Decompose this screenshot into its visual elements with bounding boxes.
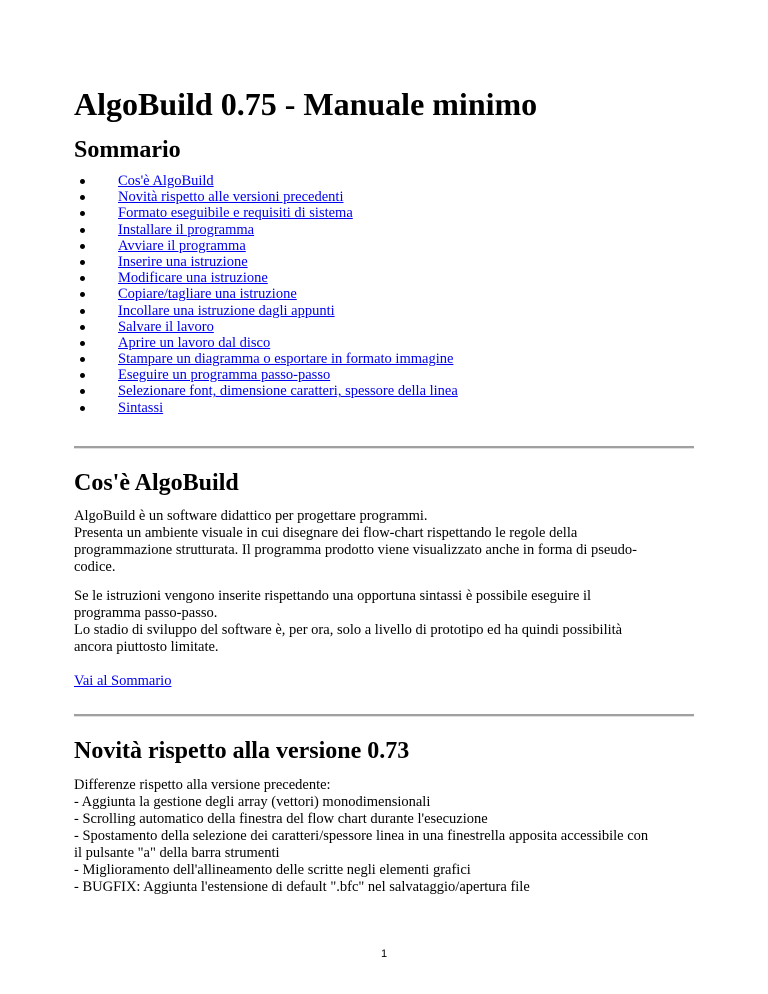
toc-link[interactable]: Inserire una istruzione bbox=[118, 253, 248, 270]
text-line: Differenze rispetto alla versione precedente: bbox=[74, 777, 331, 793]
text-line: programma passo-passo. bbox=[74, 605, 218, 621]
toc-item bbox=[74, 351, 458, 367]
toc-link[interactable]: Eseguire un programma passo-passo bbox=[118, 367, 331, 384]
page-number: 1 bbox=[380, 948, 388, 960]
toc-link[interactable]: Cos'è AlgoBuild bbox=[118, 173, 214, 189]
toc-link[interactable]: Salvare il lavoro bbox=[118, 318, 214, 335]
text-line: Presenta un ambiente visuale in cui disegnare dei flow-chart rispettando le regole della bbox=[74, 525, 578, 541]
toc-item bbox=[74, 189, 458, 205]
toc-item bbox=[74, 205, 458, 221]
toc-link[interactable]: Stampare un diagramma o esportare in formato immagine bbox=[118, 351, 454, 368]
toc-item bbox=[74, 383, 458, 399]
paragraph bbox=[74, 673, 704, 690]
toc-item bbox=[74, 238, 458, 254]
toc-list bbox=[74, 173, 458, 416]
text-line: - BUGFIX: Aggiunta l'estensione di default ".bfc" nel salvataggio/apertura file bbox=[74, 879, 530, 895]
toc-item bbox=[74, 286, 458, 302]
text-line: ancora piuttosto limitate. bbox=[74, 639, 219, 655]
toc-link[interactable]: Selezionare font, dimensione caratteri, spessore della linea bbox=[118, 383, 458, 400]
toc-link[interactable]: Incollare una istruzione dagli appunti bbox=[118, 302, 335, 319]
text-line: - Spostamento della selezione dei caratteri/spessore linea in una finestrella apposita accessibile con bbox=[74, 828, 649, 844]
text-line: Lo stadio di sviluppo del software è, per ora, solo a livello di prototipo ed ha quindi possibilità bbox=[74, 622, 623, 638]
text-line: AlgoBuild è un software didattico per progettare programmi. bbox=[74, 508, 428, 524]
document-title: AlgoBuild 0.75 - Manuale minimo bbox=[74, 86, 538, 122]
toc-item bbox=[74, 222, 458, 238]
toc-item bbox=[74, 367, 458, 383]
text-line: il pulsante "a" della barra strumenti bbox=[74, 845, 280, 861]
toc-link[interactable]: Avviare il programma bbox=[118, 237, 246, 254]
toc-link[interactable]: Aprire un lavoro dal disco bbox=[118, 334, 271, 351]
toc-item bbox=[74, 173, 458, 189]
toc-item bbox=[74, 254, 458, 270]
paragraph bbox=[74, 588, 704, 656]
toc-link[interactable]: Modificare una istruzione bbox=[118, 270, 268, 287]
toc-item bbox=[74, 335, 458, 351]
section-heading-novita: Novità rispetto alla versione 0.73 bbox=[74, 738, 410, 764]
text-line: - Aggiunta la gestione degli array (vettori) monodimensionali bbox=[74, 794, 431, 810]
toc-link[interactable]: Copiare/tagliare una istruzione bbox=[118, 286, 297, 303]
text-line: codice. bbox=[74, 559, 116, 575]
section-heading-cos-e-algobuild: Cos'è AlgoBuild bbox=[74, 470, 239, 496]
toc-link[interactable]: Installare il programma bbox=[118, 221, 255, 238]
text-line: programmazione strutturata. Il programma prodotto viene visualizzato anche in forma di pseudo- bbox=[74, 542, 637, 558]
toc-link[interactable]: Formato eseguibile e requisiti di sistema bbox=[118, 205, 353, 222]
text-line: Se le istruzioni vengono inserite rispettando una opportuna sintassi è possibile eseguire il bbox=[74, 588, 592, 604]
toc-link[interactable]: Novità rispetto alle versioni precedenti bbox=[118, 189, 344, 206]
paragraph bbox=[74, 508, 704, 576]
back-to-toc-link[interactable]: Vai al Sommario bbox=[74, 673, 172, 689]
toc-link[interactable]: Sintassi bbox=[118, 399, 164, 416]
text-line: - Scrolling automatico della finestra del flow chart durante l'esecuzione bbox=[74, 811, 488, 827]
toc-item bbox=[74, 270, 458, 286]
toc-item bbox=[74, 400, 458, 416]
toc-item bbox=[74, 303, 458, 319]
paragraph bbox=[74, 777, 704, 896]
toc-item bbox=[74, 319, 458, 335]
toc-heading: Sommario bbox=[74, 137, 181, 163]
divider bbox=[74, 714, 694, 717]
divider bbox=[74, 446, 694, 449]
text-line: - Miglioramento dell'allineamento delle scritte negli elementi grafici bbox=[74, 862, 471, 878]
